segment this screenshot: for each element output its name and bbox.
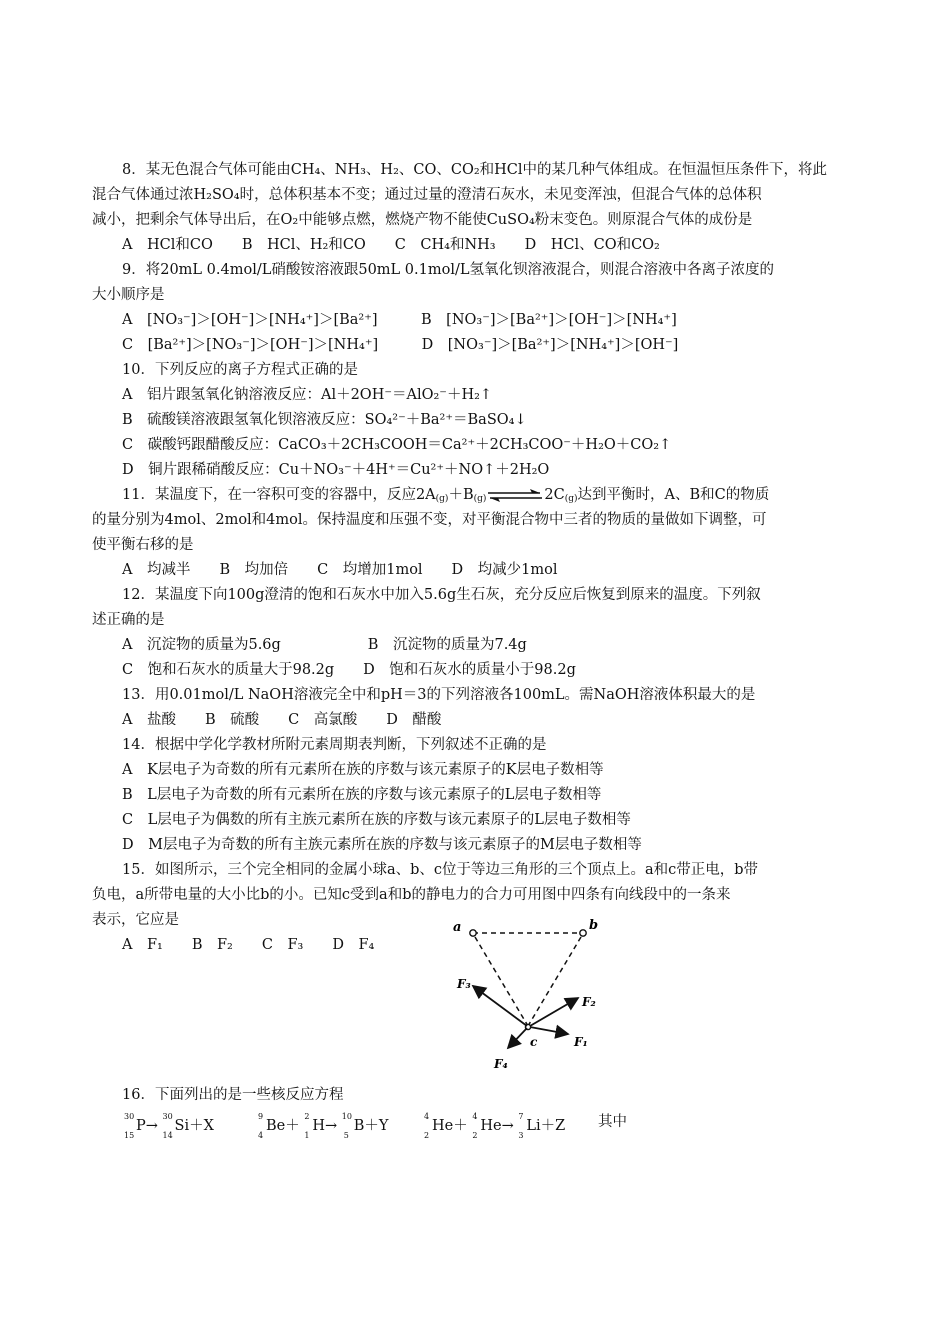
eq3-mass-3: 7 bbox=[518, 1112, 524, 1121]
q9-line-2: 大小顺序是 bbox=[92, 287, 165, 303]
q13-options: A 盐酸 B 硫酸 C 高氯酸 D 醋酸 bbox=[122, 712, 442, 728]
eq1-mass-1: 30 bbox=[124, 1112, 135, 1121]
q14-option-d: D M层电子为奇数的所有主族元素所在族的序数与该元素原子的M层电子数相等 bbox=[122, 837, 642, 853]
q14-stem: 14．根据中学化学教材所附元素周期表判断，下列叙述不正确的是 bbox=[122, 737, 547, 753]
q12-line-2: 述正确的是 bbox=[92, 612, 165, 628]
eq3-atomic-1: 2 bbox=[424, 1131, 430, 1140]
arrow-f2 bbox=[530, 998, 578, 1026]
q16-stem: 16．下面列出的是一些核反应方程 bbox=[122, 1087, 344, 1103]
q11-line-3: 使平衡右移的是 bbox=[92, 537, 194, 553]
eq3-atomic-3: 3 bbox=[518, 1131, 524, 1140]
label-b: b bbox=[589, 918, 599, 933]
eq3-he2-numbers bbox=[472, 1110, 480, 1140]
q16-tail: 其中 bbox=[598, 1114, 627, 1130]
q15-line-3: 表示，它应是 bbox=[92, 912, 179, 928]
q13-stem: 13．用0.01mol/L NaOH溶液完全中和pH＝3的下列溶液各100mL。需NaOH溶液体积最大的是 bbox=[122, 687, 756, 703]
side-ac-dashed bbox=[475, 937, 528, 1026]
eq3-li-numbers bbox=[518, 1110, 526, 1140]
nuclear-equation-2 bbox=[258, 1110, 389, 1140]
q14-option-a: A K层电子为奇数的所有元素所在族的序数与该元素原子的K层电子数相等 bbox=[122, 762, 604, 778]
eq2-mass-2: 2 bbox=[304, 1112, 310, 1121]
ball-b bbox=[580, 930, 586, 936]
q12-line-1: 12．某温度下向100g澄清的饱和石灰水中加入5.6g生石灰，充分反应后恢复到原来的温度。下列叙 bbox=[122, 587, 761, 603]
eq1-mass-2: 30 bbox=[162, 1112, 173, 1121]
q11-text-d: 达到平衡时，A、B和C的物质 bbox=[577, 487, 770, 503]
label-f4: F₄ bbox=[494, 1057, 508, 1071]
q15-options: A F₁ B F₂ C F₃ D F₄ bbox=[122, 937, 375, 953]
q15-line-2: 负电，a所带电量的大小比b的小。已知c受到a和b的静电力的合力可用图中四条有向线段中的一条来 bbox=[92, 887, 731, 903]
eq3-mass-1: 4 bbox=[424, 1112, 430, 1121]
label-a: a bbox=[453, 920, 462, 935]
q8-options: A HCl和CO B HCl、H₂和CO C CH₄和NH₃ D HCl、CO和CO₂ bbox=[122, 237, 660, 253]
q9-line-1: 9．将20mL 0.4mol/L硝酸铵溶液跟50mL 0.1mol/L氢氧化钡溶液混合，则混合溶液中各离子浓度的 bbox=[122, 262, 774, 278]
q11-text-a: 11．某温度下，在一容积可变的容器中，反应2A bbox=[122, 487, 436, 503]
eq3-he1-numbers bbox=[424, 1110, 432, 1140]
q11-text-b: ＋B bbox=[448, 487, 474, 503]
eq2-part-2: H→ bbox=[312, 1118, 338, 1134]
eq1-atomic-2: 14 bbox=[162, 1131, 173, 1140]
eq2-atomic-3: 5 bbox=[343, 1131, 349, 1140]
label-f2: F₂ bbox=[582, 995, 596, 1009]
eq1-part-1: P→ bbox=[136, 1118, 158, 1134]
q11-line-1 bbox=[122, 485, 769, 509]
eq1-part-2: Si＋X bbox=[174, 1118, 214, 1134]
label-c: c bbox=[530, 1035, 538, 1049]
q8-line-2: 混合气体通过浓H₂SO₄时，总体积基本不变；通过过量的澄清石灰水，未见变浑浊，但混合气体的总体积 bbox=[92, 187, 762, 203]
label-f1: F₁ bbox=[574, 1035, 588, 1049]
nuclear-equation-1 bbox=[124, 1110, 214, 1140]
q10-option-b: B 硫酸镁溶液跟氢氧化钡溶液反应：SO₄²⁻＋Ba²⁺＝BaSO₄↓ bbox=[122, 412, 527, 428]
nuclear-equation-3 bbox=[424, 1110, 566, 1140]
eq3-part-3: Li＋Z bbox=[526, 1118, 566, 1134]
charge-triangle-diagram bbox=[440, 906, 620, 1076]
q11-text-c: 2C bbox=[544, 487, 565, 503]
eq1-atomic-1: 15 bbox=[124, 1131, 135, 1140]
eq2-atomic-1: 4 bbox=[258, 1131, 264, 1140]
eq3-part-1: He＋ bbox=[432, 1118, 468, 1134]
eq2-b-numbers bbox=[341, 1110, 354, 1140]
eq2-mass-3: 10 bbox=[341, 1112, 352, 1121]
arrow-f4 bbox=[508, 1028, 527, 1048]
eq1-si-numbers bbox=[162, 1110, 175, 1140]
label-f3: F₃ bbox=[457, 977, 471, 991]
q12-options-cd: C 饱和石灰水的质量大于98.2g D 饱和石灰水的质量小于98.2g bbox=[122, 662, 576, 678]
q10-stem: 10．下列反应的离子方程式正确的是 bbox=[122, 362, 358, 378]
eq2-be-numbers bbox=[258, 1110, 266, 1140]
q15-line-1: 15．如图所示，三个完全相同的金属小球a、b、c位于等边三角形的三个顶点上。a和c带正电，b带 bbox=[122, 862, 759, 878]
eq3-atomic-2: 2 bbox=[472, 1131, 478, 1140]
q12-options-ab: A 沉淀物的质量为5.6g B 沉淀物的质量为7.4g bbox=[122, 637, 527, 653]
q11-state-g1: (g) bbox=[435, 494, 449, 504]
eq2-part-1: Be＋ bbox=[266, 1118, 300, 1134]
eq1-p-numbers bbox=[124, 1110, 136, 1140]
eq3-mass-2: 4 bbox=[472, 1112, 478, 1121]
eq3-part-2: He→ bbox=[480, 1118, 514, 1134]
equilibrium-arrows-icon bbox=[486, 488, 544, 502]
eq2-atomic-2: 1 bbox=[304, 1131, 310, 1140]
q11-state-g2: (g) bbox=[473, 494, 487, 504]
eq2-mass-1: 9 bbox=[258, 1112, 264, 1121]
eq2-h-numbers bbox=[304, 1110, 312, 1140]
q11-line-2: 的量分别为4mol、2mol和4mol。保持温度和压强不变，对平衡混合物中三者的物质的量做如下调整，可 bbox=[92, 512, 767, 528]
q14-option-b: B L层电子为奇数的所有元素所在族的序数与该元素原子的L层电子数相等 bbox=[122, 787, 602, 803]
q9-options-ab: A [NO₃⁻]＞[OH⁻]＞[NH₄⁺]＞[Ba²⁺] B [NO₃⁻]＞[Ba²⁺]＞[OH⁻]＞[NH₄⁺] bbox=[122, 312, 677, 328]
eq2-part-3: B＋Y bbox=[353, 1118, 389, 1134]
arrow-f1 bbox=[530, 1027, 568, 1034]
q9-options-cd: C [Ba²⁺]＞[NO₃⁻]＞[OH⁻]＞[NH₄⁺] D [NO₃⁻]＞[Ba²⁺]＞[NH₄⁺]＞[OH⁻] bbox=[122, 337, 679, 353]
q10-option-a: A 铝片跟氢氧化钠溶液反应：Al＋2OH⁻＝AlO₂⁻＋H₂↑ bbox=[122, 387, 493, 403]
q8-line-3: 减小，把剩余气体导出后，在O₂中能够点燃，燃烧产物不能使CuSO₄粉末变色。则原混合气体的成份是 bbox=[92, 212, 753, 228]
arrow-f3 bbox=[473, 986, 527, 1026]
q11-state-g3: (g) bbox=[564, 494, 578, 504]
q11-options: A 均减半 B 均加倍 C 均增加1mol D 均减少1mol bbox=[122, 562, 558, 578]
q8-line-1: 8．某无色混合气体可能由CH₄、NH₃、H₂、CO、CO₂和HCl中的某几种气体组成。在恒温恒压条件下，将此 bbox=[122, 162, 828, 178]
ball-a bbox=[470, 930, 476, 936]
q14-option-c: C L层电子为偶数的所有主族元素所在族的序数与该元素原子的L层电子数相等 bbox=[122, 812, 631, 828]
q10-option-d: D 铜片跟稀硝酸反应：Cu＋NO₃⁻＋4H⁺＝Cu²⁺＋NO↑＋2H₂O bbox=[122, 462, 550, 478]
q10-option-c: C 碳酸钙跟醋酸反应：CaCO₃＋2CH₃COOH＝Ca²⁺＋2CH₃COO⁻＋H₂O＋CO₂↑ bbox=[122, 437, 672, 453]
